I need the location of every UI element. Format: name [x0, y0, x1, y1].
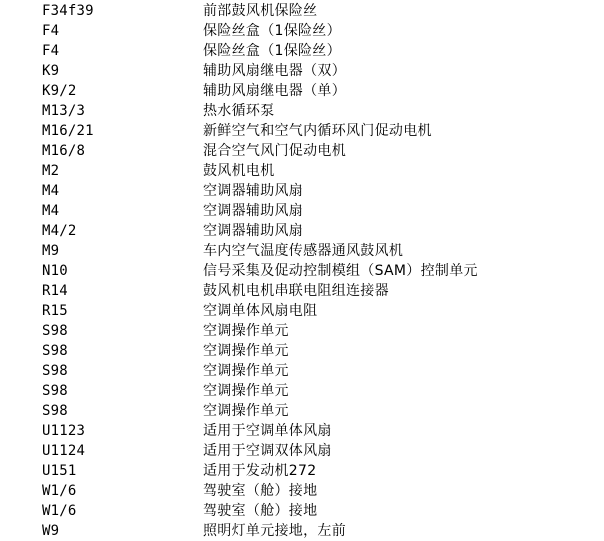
component-code: S98 [42, 403, 68, 419]
component-description: 照明灯单元接地，左前 [203, 523, 346, 539]
component-description: 适用于空调双体风扇 [203, 443, 332, 459]
component-description: 驾驶室（舱）接地 [203, 503, 318, 519]
legend-row [42, 281, 602, 301]
legend-row [42, 361, 602, 381]
legend-row [42, 41, 602, 61]
component-description: 前部鼓风机保险丝 [203, 3, 318, 19]
component-description: 鼓风机电机 [203, 163, 275, 179]
component-description: 鼓风机电机串联电阻组连接器 [203, 283, 389, 299]
component-legend-table [42, 1, 602, 541]
component-code: M16/21 [42, 123, 94, 139]
legend-row [42, 381, 602, 401]
component-code: K9/2 [42, 83, 77, 99]
legend-row [42, 161, 602, 181]
component-code: K9 [42, 63, 60, 79]
legend-row [42, 501, 602, 521]
component-description: 空调器辅助风扇 [203, 203, 304, 219]
component-code: F4 [42, 23, 60, 39]
component-description: 保险丝盒（1保险丝） [203, 43, 341, 59]
legend-row [42, 521, 602, 541]
component-code: R14 [42, 283, 68, 299]
legend-row [42, 321, 602, 341]
component-description: 辅助风扇继电器（双） [203, 63, 346, 79]
component-description: 混合空气风门促动电机 [203, 143, 346, 159]
legend-row [42, 181, 602, 201]
component-description: 空调操作单元 [203, 383, 289, 399]
legend-row [42, 221, 602, 241]
component-description: 空调单体风扇电阻 [203, 303, 318, 319]
legend-row [42, 21, 602, 41]
legend-row [42, 121, 602, 141]
component-code: F34f39 [42, 3, 94, 19]
component-code: M2 [42, 163, 60, 179]
component-description: 适用于发动机272 [203, 463, 317, 479]
component-description: 适用于空调单体风扇 [203, 423, 332, 439]
component-code: M4 [42, 203, 60, 219]
component-code: S98 [42, 343, 68, 359]
component-code: U1123 [42, 423, 86, 439]
component-code: M4/2 [42, 223, 77, 239]
component-code: W1/6 [42, 483, 77, 499]
legend-row [42, 201, 602, 221]
component-description: 空调操作单元 [203, 343, 289, 359]
component-code: N10 [42, 263, 68, 279]
component-code: R15 [42, 303, 68, 319]
legend-row [42, 341, 602, 361]
component-code: S98 [42, 383, 68, 399]
legend-row [42, 261, 602, 281]
component-description: 保险丝盒（1保险丝） [203, 23, 341, 39]
legend-row [42, 101, 602, 121]
component-code: M4 [42, 183, 60, 199]
component-code: M16/8 [42, 143, 86, 159]
legend-row [42, 421, 602, 441]
component-code: W9 [42, 523, 60, 539]
component-description: 信号采集及促动控制模组（SAM）控制单元 [203, 263, 478, 279]
legend-row [42, 1, 602, 21]
component-code: M9 [42, 243, 60, 259]
component-description: 空调器辅助风扇 [203, 223, 304, 239]
component-description: 空调操作单元 [203, 363, 289, 379]
component-description: 空调操作单元 [203, 323, 289, 339]
legend-row [42, 301, 602, 321]
component-code: S98 [42, 323, 68, 339]
component-description: 空调器辅助风扇 [203, 183, 304, 199]
legend-row [42, 61, 602, 81]
legend-row [42, 141, 602, 161]
component-description: 空调操作单元 [203, 403, 289, 419]
legend-row [42, 441, 602, 461]
component-code: F4 [42, 43, 60, 59]
component-code: U151 [42, 463, 77, 479]
component-description: 驾驶室（舱）接地 [203, 483, 318, 499]
component-code: M13/3 [42, 103, 86, 119]
component-description: 车内空气温度传感器通风鼓风机 [203, 243, 404, 259]
component-description: 热水循环泵 [203, 103, 275, 119]
legend-row [42, 401, 602, 421]
component-description: 新鲜空气和空气内循环风门促动电机 [203, 123, 432, 139]
legend-row [42, 241, 602, 261]
component-code: U1124 [42, 443, 86, 459]
component-description: 辅助风扇继电器（单） [203, 83, 346, 99]
legend-row [42, 481, 602, 501]
component-code: S98 [42, 363, 68, 379]
legend-row [42, 461, 602, 481]
legend-row [42, 81, 602, 101]
component-code: W1/6 [42, 503, 77, 519]
